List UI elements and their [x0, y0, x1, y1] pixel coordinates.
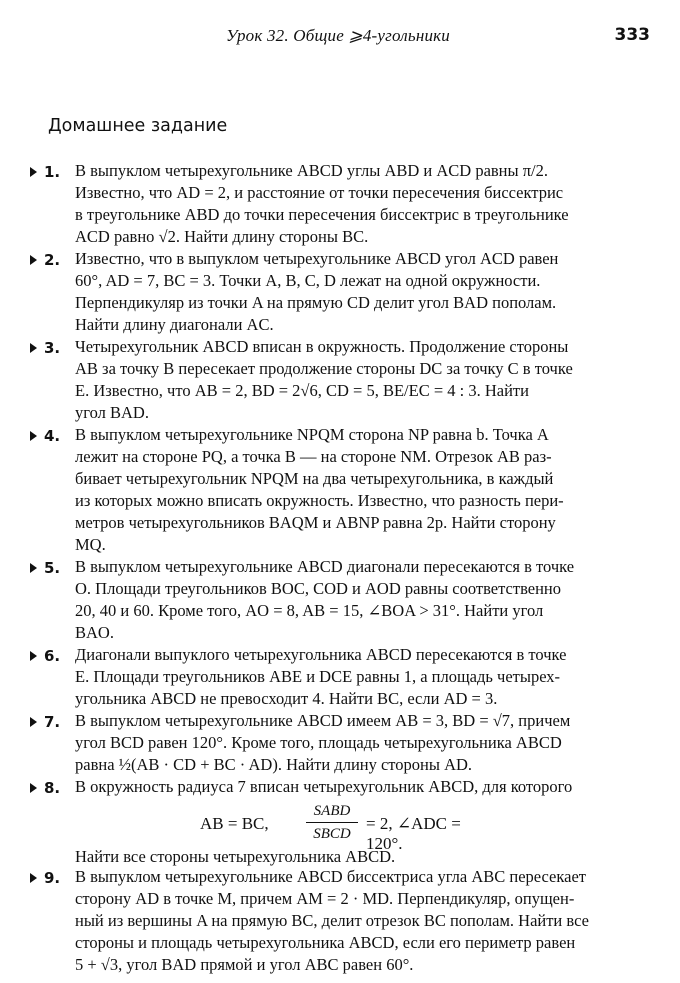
problem-number: 9.: [44, 869, 61, 887]
problem-8-formula: [200, 800, 500, 854]
formula-rhs: = 2, ∠ADC = 120°.: [366, 814, 461, 853]
problem-line: E. Площади треугольников ABE и DCE равны 1, а площадь четырех-: [75, 667, 561, 686]
problem-line: O. Площади треугольников BOC, COD и AOD равны соответственно: [75, 579, 562, 598]
problem-line: угол BAD.: [75, 403, 149, 422]
problem-line: сторону AD в точке M, причем AM = 2 · MD. Перпендикуляр, опущен-: [75, 889, 575, 908]
problem-line: метров четырехугольников BAQM и ABNP равна 2p. Найти сторону: [75, 513, 556, 532]
section-title: Домашнее задание: [48, 116, 228, 136]
problem-line: BAO.: [75, 623, 114, 642]
page-number: 333: [614, 25, 650, 45]
problem-line: Известно, что в выпуклом четырехугольнике ABCD угол ACD равен: [75, 249, 559, 268]
problem-line: В выпуклом четырехугольнике ABCD углы ABD и ACD равны π/2.: [75, 161, 549, 180]
formula-lhs: AB = BC,: [200, 814, 269, 833]
lesson-title: Урок 32. Общие ⩾4-угольники: [226, 26, 451, 45]
problem-line: Известно, что AD = 2, и расстояние от точки пересечения биссектрис: [75, 183, 564, 202]
problem-line: ный из вершины A на прямую BC, делит отрезок BC пополам. Найти все: [75, 911, 589, 930]
fraction-numerator: SABD: [313, 803, 351, 819]
problem-line: В окружность радиуса 7 вписан четырехугольник ABCD, для которого: [75, 777, 573, 796]
problem-line: в треугольнике ABD до точки пересечения биссектрис в треугольнике: [75, 205, 569, 224]
problem-line: Найти длину диагонали AC.: [75, 315, 274, 334]
problem-line: из которых можно вписать окружность. Известно, что разность пери-: [75, 491, 564, 510]
problem-number: 5.: [44, 559, 61, 577]
problem-number: 6.: [44, 647, 61, 665]
triangle-marker-icon: [30, 167, 37, 177]
problem-line: В выпуклом четырехугольнике ABCD имеем AB = 3, BD = √7, причем: [75, 711, 571, 730]
area-ratio-fraction: [304, 800, 360, 845]
fraction-denominator: SBCD: [313, 826, 351, 842]
problem-line: ACD равно √2. Найти длину стороны BC.: [75, 227, 369, 246]
problem-line: стороны и площадь четырехугольника ABCD, если его периметр равен: [75, 933, 576, 952]
problem-number: 7.: [44, 713, 61, 731]
problem-line: Четырехугольник ABCD вписан в окружность. Продолжение стороны: [75, 337, 569, 356]
problem-line: В выпуклом четырехугольнике ABCD диагонали пересекаются в точке: [75, 557, 575, 576]
triangle-marker-icon: [30, 255, 37, 265]
problem-number: 3.: [44, 339, 61, 357]
problem-number: 4.: [44, 427, 61, 445]
problem-line: AB за точку B пересекает продолжение стороны DC за точку C в точке: [75, 359, 573, 378]
problem-number: 1.: [44, 163, 61, 181]
problem-line: Перпендикуляр из точки A на прямую CD делит угол BAD пополам.: [75, 293, 557, 312]
problem-line: угол BCD равен 120°. Кроме того, площадь четырехугольника ABCD: [75, 733, 562, 752]
problem-line: В выпуклом четырехугольнике NPQM сторона NP равна b. Точка A: [75, 425, 549, 444]
problem-line: MQ.: [75, 535, 106, 554]
problem-line: бивает четырехугольник NPQM на два четырехугольника, в каждый: [75, 469, 554, 488]
problem-line: Диагонали выпуклого четырехугольника ABCD пересекаются в точке: [75, 645, 567, 664]
problem-line: равна ½(AB · CD + BC · AD). Найти длину стороны AD.: [75, 755, 473, 774]
problem-line: 60°, AD = 7, BC = 3. Точки A, B, C, D лежат на одной окружности.: [75, 271, 541, 290]
problem-number: 2.: [44, 251, 61, 269]
triangle-marker-icon: [30, 783, 37, 793]
problem-line: E. Известно, что AB = 2, BD = 2√6, CD = 5, BE/EC = 4 : 3. Найти: [75, 381, 529, 400]
triangle-marker-icon: [30, 717, 37, 727]
problem-line: угольника ABCD не превосходит 4. Найти BC, если AD = 3.: [75, 689, 498, 708]
problem-number: 8.: [44, 779, 61, 797]
running-header: [0, 26, 680, 50]
problem-line: 20, 40 и 60. Кроме того, AO = 8, AB = 15, ∠BOA > 31°. Найти угол: [75, 601, 544, 620]
problem-line: 5 + √3, угол BAD прямой и угол ABC равен 60°.: [75, 955, 414, 974]
triangle-marker-icon: [30, 431, 37, 441]
triangle-marker-icon: [30, 563, 37, 573]
problem-line: лежит на стороне PQ, а точка B — на стороне NM. Отрезок AB раз-: [75, 447, 552, 466]
triangle-marker-icon: [30, 651, 37, 661]
problem-line: В выпуклом четырехугольнике ABCD биссектриса угла ABC пересекает: [75, 867, 587, 886]
triangle-marker-icon: [30, 873, 37, 883]
triangle-marker-icon: [30, 343, 37, 353]
problem-line: Найти все стороны четырехугольника ABCD.: [75, 847, 396, 866]
